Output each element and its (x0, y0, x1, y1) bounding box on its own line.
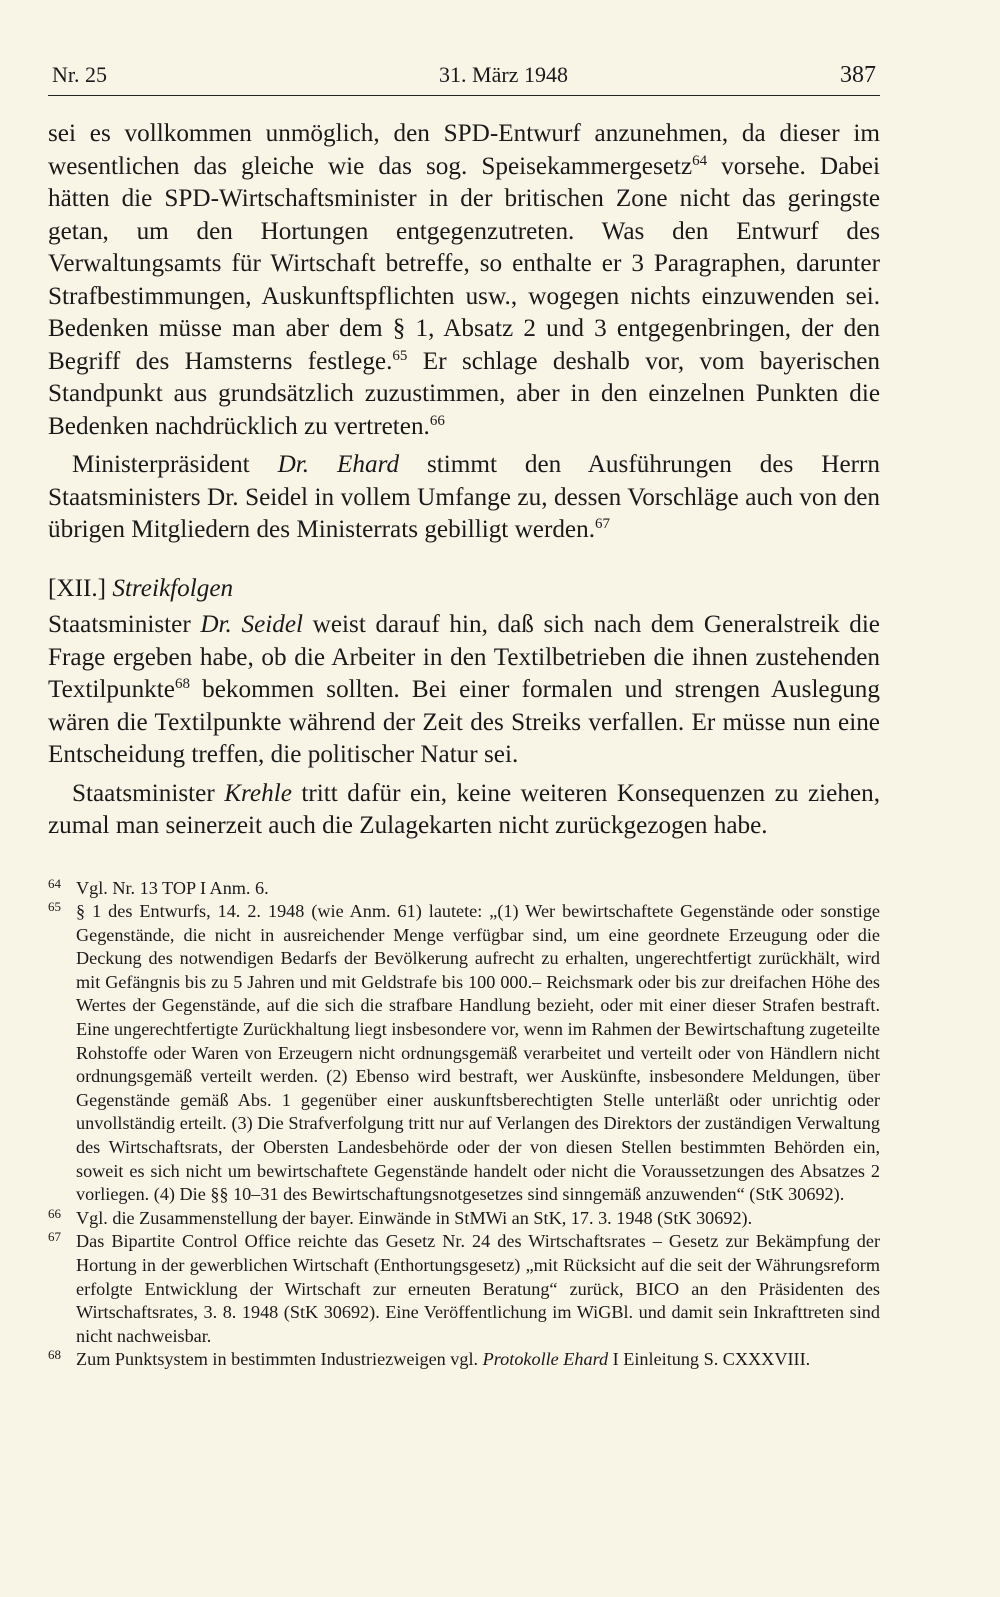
section-title: Streikfolgen (112, 574, 234, 602)
section-heading (48, 573, 880, 606)
speaker-name: Dr. Seidel (200, 611, 304, 638)
paragraph: Ministerpräsident Dr. Ehard stimmt den Ausführungen des Herrn Staatsministers Dr. Seidel in vollem Umfange zu, dessen Vorschläge auch von den übrigen Mitgliedern des Ministerrats gebilligt werden.$^{67}$ (48, 451, 880, 543)
paragraph: Staatsminister Dr. Seidel weist darauf hin, daß sich nach dem Generalstreik die Frage ergeben habe, ob die Arbeiter in den Textilbetrieben die ihnen zustehenden Textilpunkte$^{68}$ bekommen sollten. Bei einer formalen und strengen Auslegung wären die Textilpunkte während der Zeit des Streiks verfallen. Er müsse nun eine Entscheidung treffen, die politischer Natur sei. (48, 611, 880, 768)
paragraph: sei es vollkommen unmöglich, den SPD-Entwurf anzunehmen, da dieser im wesentlichen das gleiche wie das sog. Speisekammergesetz$^{64}$ vorsehe. Dabei hätten die SPD-Wirtschaftsminister in der britischen Zone nicht das geringste getan, um den Hortungen entgegenzutreten. Was den Entwurf des Verwaltungsamts für Wirtschaft betreffe, so enthalte er 3 Paragraphen, darunter Strafbestimmungen, Auskunftspflichten usw., wogegen nichts einzuwenden sei. Bedenken müsse man aber dem § 1, Absatz 2 und 3 entgegenbringen, der den Begriff des Hamsterns festlege.$^{65}$ Er schlage deshalb vor, vom bayerischen Standpunkt aus grundsätzlich zuzustimmen, aber in den einzelnen Punkten die Bedenken nachdrücklich zu vertreten.$^{66}$ (48, 120, 880, 440)
footnote (48, 1348, 880, 1372)
footnote (48, 1207, 880, 1231)
footnote-number: 66 (48, 1205, 61, 1221)
footnote-text: Zum Punktsystem in bestimmten Industriezweigen vgl. Protokolle Ehard I Einleitung S. CXXXVIII. (76, 1349, 811, 1370)
footnote-ref[interactable]: 65 (392, 347, 408, 364)
section-number: [XII.] (48, 574, 107, 602)
document-page (48, 62, 880, 1372)
footnote (48, 1230, 880, 1348)
footnote-text: Vgl. die Zusammenstellung der bayer. Einwände in StMWi an StK, 17. 3. 1948 (StK 30692). (76, 1207, 753, 1228)
footnote-ref[interactable]: 66 (429, 412, 445, 429)
paragraph: Staatsminister Krehle tritt dafür ein, keine weiteren Konsequenzen zu ziehen, zumal man seinerzeit auch die Zulagekarten nicht zurückgezogen habe. (48, 779, 881, 839)
speaker-name: Krehle (224, 779, 292, 807)
footnote-text: Vgl. Nr. 13 TOP I Anm. 6. (76, 877, 269, 898)
footnote-number: 68 (48, 1347, 61, 1363)
footnote (48, 877, 880, 901)
footnote-text: § 1 des Entwurfs, 14. 2. 1948 (wie Anm. 61) lautete: „(1) Wer bewirtschaftete Gegenstände oder sonstige Gegenstände, die nicht in ausreichender Menge verfügbar sind, um eine geordnete Erzeugung oder die Deckung des notwendigen Bedarfs der Bevölkerung aufrecht zu erhalten, ungerechtfertigt zurückhält, wird mit Gefängnis bis zu 5 Jahren und mit Geldstrafe bis 100 000.– Reichsmark oder bis zur dreifachen Höhe des Wertes der Gegenstände, auf die sich die strafbare Handlung bezieht, oder mit einer dieser Strafen bestraft. Eine ungerechtfertigte Zurückhaltung liegt insbesondere vor, wenn im Rahmen der Bewirtschaftung zugeteilte Rohstoffe oder Waren von Erzeugern nicht ordnungsgemäß verarbeitet und verteilt oder von Händlern nicht ordnungsgemäß verteilt werden. (2) Ebenso wird bestraft, wer Auskünfte, insbesondere Meldungen, über Gegenstände gemäß Abs. 1 gegenüber einer auskunftsberechtigten Stelle unterläßt oder unrichtig oder unvollständig erteilt. (3) Die Strafverfolgung tritt nur auf Verlangen des Direktors der zuständigen Verwaltung des Wirtschaftsrats, der Obersten Landesbehörde oder der von diesen Stellen bestimmten Behörden ein, soweit es sich nicht um bewirtschaftete Gegenstände handelt oder nicht die Voraussetzungen des Absatzes 2 vorliegen. (4) Die §§ 10–31 des Bewirtschaftungsnotgesetzes sind sinngemäß anzuwenden“ (StK 30692). (76, 901, 880, 1205)
document-number: Nr. 25 (52, 62, 107, 87)
footnote-text: Das Bipartite Control Office reichte das Gesetz Nr. 24 des Wirtschaftsrates – Gesetz zur Bekämpfung der Hortung in der gewerblichen Wirtschaft (Enthortungsgesetz) „mit Rücksicht auf die seit der Währungsreform erfolgte Entwicklung der Wirtschaft zur erneuten Beratung“ zurück, BICO an den Präsidenten des Wirtschaftsrates, 3. 8. 1948 (StK 30692). Eine Veröffentlichung im WiGBl. und damit sein Inkrafttreten sind nicht nachweisbar. (76, 1231, 880, 1346)
footnote (48, 900, 880, 1207)
footnote-number: 64 (48, 875, 61, 891)
footnotes (48, 877, 880, 1372)
footnote-ref[interactable]: 64 (692, 152, 708, 169)
running-header (48, 62, 880, 96)
main-text (48, 118, 880, 843)
cited-work: Protokolle Ehard (482, 1349, 609, 1370)
document-date: 31. März 1948 (439, 62, 568, 87)
footnote-ref[interactable]: 68 (174, 676, 190, 692)
footnote-number: 67 (48, 1229, 61, 1245)
page-number: 387 (839, 62, 876, 88)
footnote-number: 65 (48, 899, 61, 915)
footnote-ref[interactable]: 67 (595, 516, 611, 532)
speaker-name: Dr. Ehard (277, 451, 400, 478)
